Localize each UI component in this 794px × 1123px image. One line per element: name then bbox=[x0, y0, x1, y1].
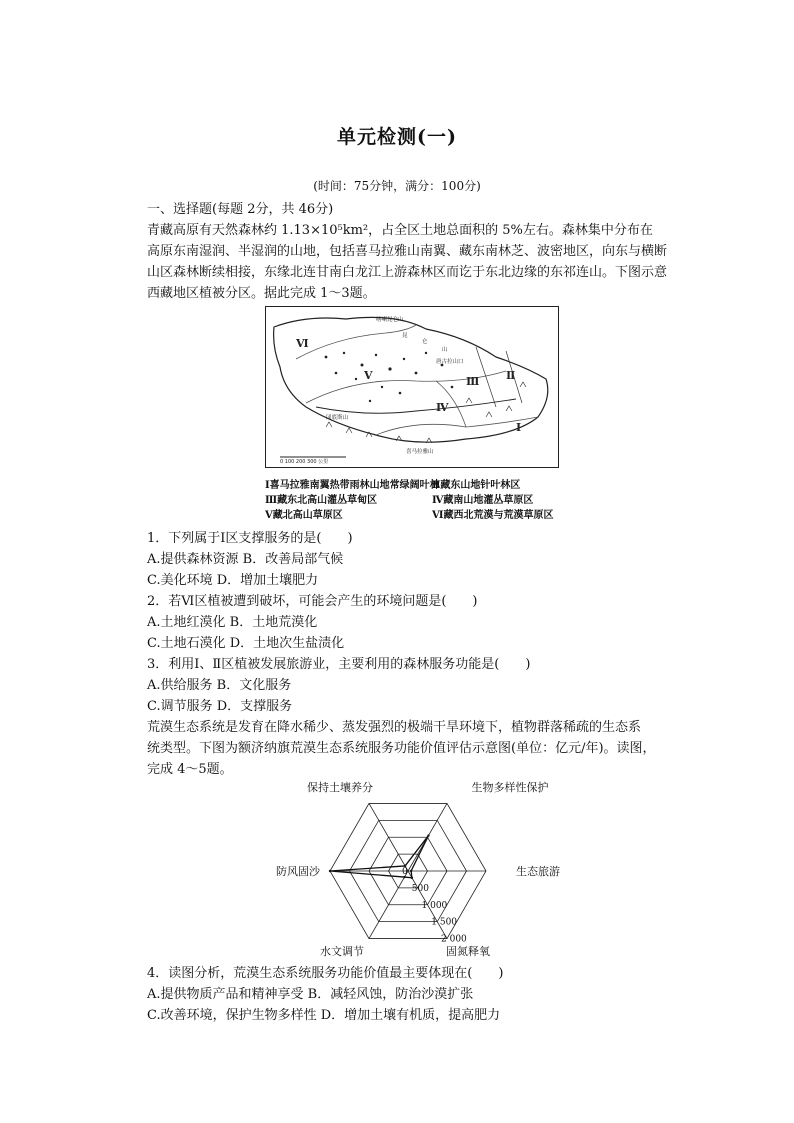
question-line: C.美化环境 D．增加土壤肥力 bbox=[147, 573, 319, 588]
question-line: 1．下列属于Ⅰ区支撑服务的是( ) bbox=[147, 531, 353, 546]
map-label: 山 bbox=[442, 347, 448, 353]
map-legend-item: Ⅰ喜马拉雅南翼热带雨林山地常绿阔叶林 bbox=[265, 480, 440, 491]
region-label: Ⅴ bbox=[364, 369, 373, 382]
region-label: Ⅵ bbox=[296, 337, 309, 350]
radar-axis-label: 水文调节 bbox=[320, 945, 364, 957]
radar-point bbox=[411, 877, 413, 879]
radar-axis-label: 生态旅游 bbox=[516, 865, 560, 878]
radar-axis-label: 防风固沙 bbox=[276, 865, 320, 878]
radar-tick-label: 1 000 bbox=[421, 900, 448, 911]
map-label: 唐古拉山口 bbox=[436, 359, 464, 365]
question-line: A.提供森林资源 B．改善局部气候 bbox=[147, 552, 344, 567]
radar-tick-label: 1 500 bbox=[431, 917, 458, 928]
exam-info: (时间：75分钟，满分：100分) bbox=[313, 179, 481, 193]
radar-tick-label: 2 000 bbox=[441, 934, 467, 945]
radar-axis-label: 生物多样性保护 bbox=[471, 781, 549, 794]
passage2-line: 荒漠生态系统是发育在降水稀少、蒸发强烈的极端干旱环境下，植物群落稀疏的生态系 bbox=[147, 720, 642, 735]
map-legend-item: Ⅳ藏南山地灌丛草原区 bbox=[432, 495, 534, 506]
map-label: 昆 bbox=[402, 333, 408, 339]
question-line: 2．若Ⅵ区植被遭到破坏，可能会产生的环境问题是( ) bbox=[147, 594, 478, 609]
map-label: 仑 bbox=[422, 339, 428, 345]
radar-tick-label: 500 bbox=[411, 883, 429, 894]
question-line: A.供给服务 B．文化服务 bbox=[147, 678, 292, 693]
region-label: Ⅳ bbox=[436, 401, 449, 414]
map-legend-item: Ⅲ藏东北高山灌丛草甸区 bbox=[265, 495, 378, 506]
radar-point bbox=[427, 834, 429, 836]
passage1-line: 高原东南湿润、半湿润的山地，包括喜马拉雅山南翼、藏东南林芝、波密地区，向东与横断 bbox=[147, 244, 668, 259]
question-line: A.土地红漠化 B．土地荒漠化 bbox=[147, 615, 318, 630]
radar-series-line bbox=[330, 836, 428, 878]
passage2-line: 统类型。下图为额济纳旗荒漠生态系统服务功能价值评估示意图(单位：亿元/年)。读图， bbox=[147, 741, 656, 756]
question-line: A.提供物质产品和精神享受 B．减轻风蚀，防治沙漠扩张 bbox=[147, 987, 474, 1002]
radar-axis-label: 保持土壤养分 bbox=[307, 781, 373, 794]
passage2-line: 完成 4～5题。 bbox=[147, 762, 233, 777]
map-label: 冈底斯山 bbox=[326, 415, 349, 421]
map-label: 喜马拉雅山 bbox=[406, 449, 434, 455]
radar-tick-label: 0 bbox=[402, 867, 408, 877]
map-legend-item: Ⅴ藏北高山草原区 bbox=[265, 510, 343, 521]
region-label: Ⅲ bbox=[466, 375, 480, 388]
passage1-line: 西藏地区植被分区。据此完成 1～3题。 bbox=[147, 286, 376, 301]
radar-chart bbox=[270, 775, 560, 957]
radar-point bbox=[410, 870, 412, 872]
passage1-line: 山区森林断续相接，东缘北连甘南白龙江上游森林区而讫于东北边缘的东祁连山。下图示意 bbox=[147, 265, 668, 280]
map-scale-label: 0 100 200 300 公里 bbox=[280, 459, 329, 465]
map-legend-item: Ⅵ藏西北荒漠与荒漠草原区 bbox=[432, 510, 554, 521]
question-line: C.改善环境，保护生物多样性 D．增加土壤有机质，提高肥力 bbox=[147, 1008, 501, 1023]
page-title: 单元检测(一) bbox=[337, 126, 457, 148]
question-line: C.土地石漠化 D．土地次生盐渍化 bbox=[147, 636, 345, 651]
vegetation-map bbox=[265, 306, 559, 468]
question-line: C.调节服务 D．支撑服务 bbox=[147, 699, 293, 714]
map-label: 喀喇昆仑山 bbox=[376, 317, 404, 323]
question-line: 3．利用Ⅰ、Ⅱ区植被发展旅游业，主要利用的森林服务功能是( ) bbox=[147, 657, 531, 672]
question-line: 4．读图分析，荒漠生态系统服务功能价值最主要体现在( ) bbox=[147, 966, 504, 981]
radar-axis-label: 固氮释氧 bbox=[446, 945, 490, 957]
passage1-line: 青藏高原有天然森林约 1.13×10⁵km²，占全区土地总面积的 5%左右。森林集中分布在 bbox=[147, 223, 653, 238]
region-label: Ⅰ bbox=[516, 421, 522, 434]
radar-point bbox=[329, 870, 331, 872]
section-heading: 一、选择题(每题 2分，共 46分) bbox=[147, 202, 334, 217]
map-legend-item: Ⅱ藏东山地针叶林区 bbox=[432, 480, 521, 491]
region-label: Ⅱ bbox=[506, 369, 516, 382]
